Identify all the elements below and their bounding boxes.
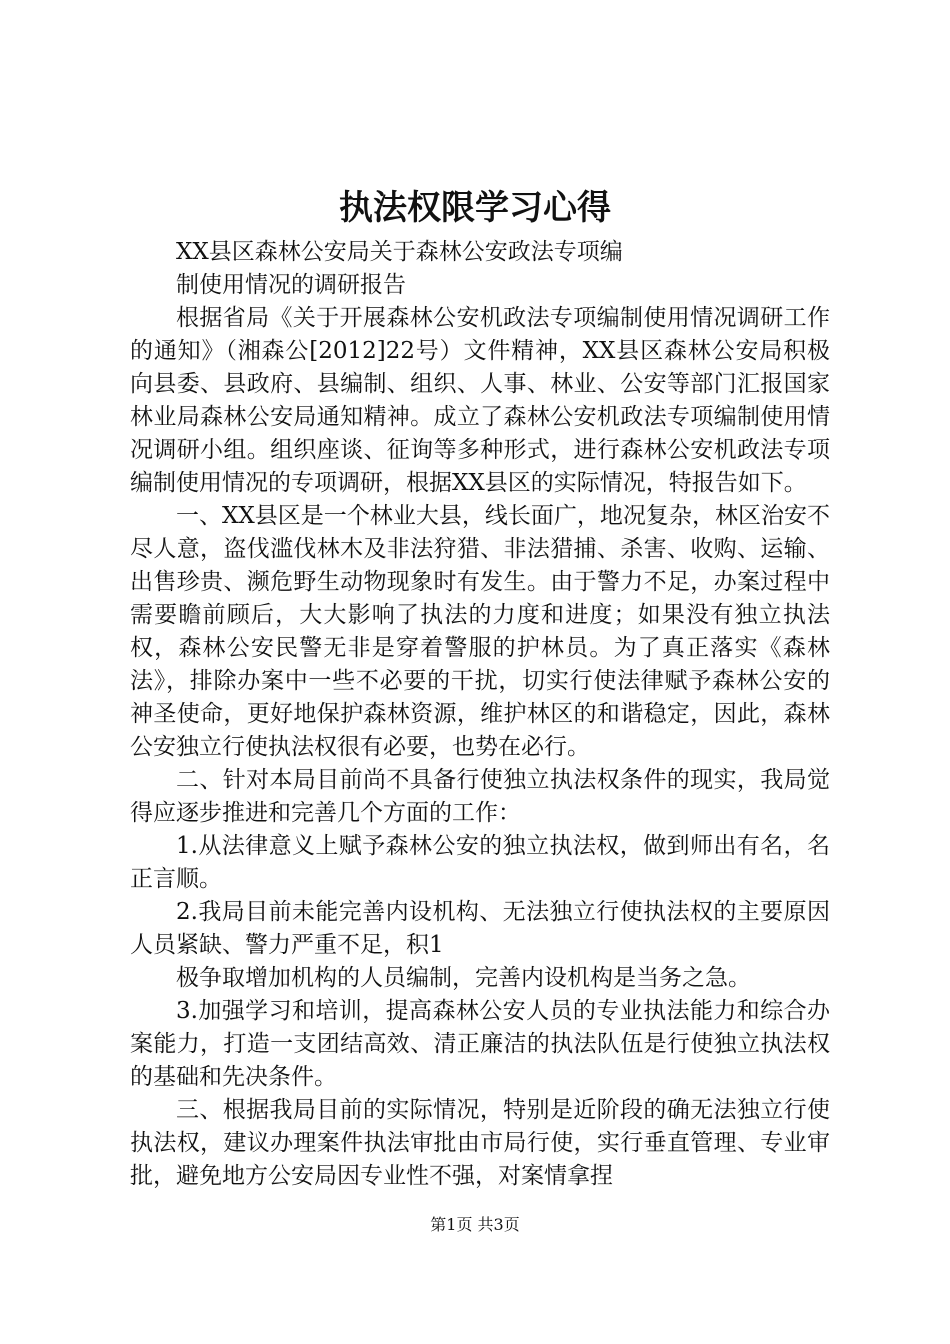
paragraph: 二、针对本局目前尚不具备行使独立执法权条件的现实，我局觉得应逐步推进和完善几个方面的工作： [130,767,830,826]
paragraph: 极争取增加机构的人员编制，完善内设机构是当务之急。 [176,965,751,991]
paragraph: 根据省局《关于开展森林公安机政法专项编制使用情况调研工作的通知》（湘森公[2012]22号）文件精神，XX县区森林公安局积极向县委、县政府、县编制、组织、人事、林业、公安等部门汇报国家林业局森林公安局通知精神。成立了森林公安机政法专项编制使用情况调研小组。组织座谈、征询等多种形式，进行森林公安机政法专项编制使用情况的专项调研，根据XX县区的实际情况，特报告如下。 [130,305,830,496]
paragraph: 3.加强学习和培训，提高森林公安人员的专业执法能力和综合办案能力，打造一支团结高效、清正廉洁的执法队伍是行使独立执法权的基础和先决条件。 [130,998,830,1090]
report-subtitle-line-2: 制使用情况的调研报告 [176,272,406,298]
paragraph: 三、根据我局目前的实际情况，特别是近阶段的确无法独立行使执法权，建议办理案件执法审批由市局行使，实行垂直管理、专业审批，避免地方公安局因专业性不强，对案情拿捏 [130,1097,830,1189]
report-subtitle-line-1: XX县区森林公安局关于森林公安政法专项编 [176,239,623,265]
paragraph: 1.从法律意义上赋予森林公安的独立执法权，做到师出有名，名正言顺。 [130,833,830,892]
document-body [130,236,830,1193]
document-title: 执法权限学习心得 [339,188,611,228]
paragraph: 2.我局目前未能完善内设机构、无法独立行使执法权的主要原因人员紧缺、警力严重不足，积1 [130,899,830,958]
page-number-footer: 第1页 共3页 [430,1215,520,1234]
paragraph: 一、XX县区是一个林业大县，线长面广，地况复杂，林区治安不尽人意，盗伐滥伐林木及非法狩猎、非法猎捕、杀害、收购、运输、出售珍贵、濒危野生动物现象时有发生。由于警力不足，办案过程中需要瞻前顾后，大大影响了执法的力度和进度；如果没有独立执法权，森林公安民警无非是穿着警服的护林员。为了真正落实《森林法》，排除办案中一些不必要的干扰，切实行使法律赋予森林公安的神圣使命，更好地保护森林资源，维护林区的和谐稳定，因此，森林公安独立行使执法权很有必要，也势在必行。 [130,503,830,760]
